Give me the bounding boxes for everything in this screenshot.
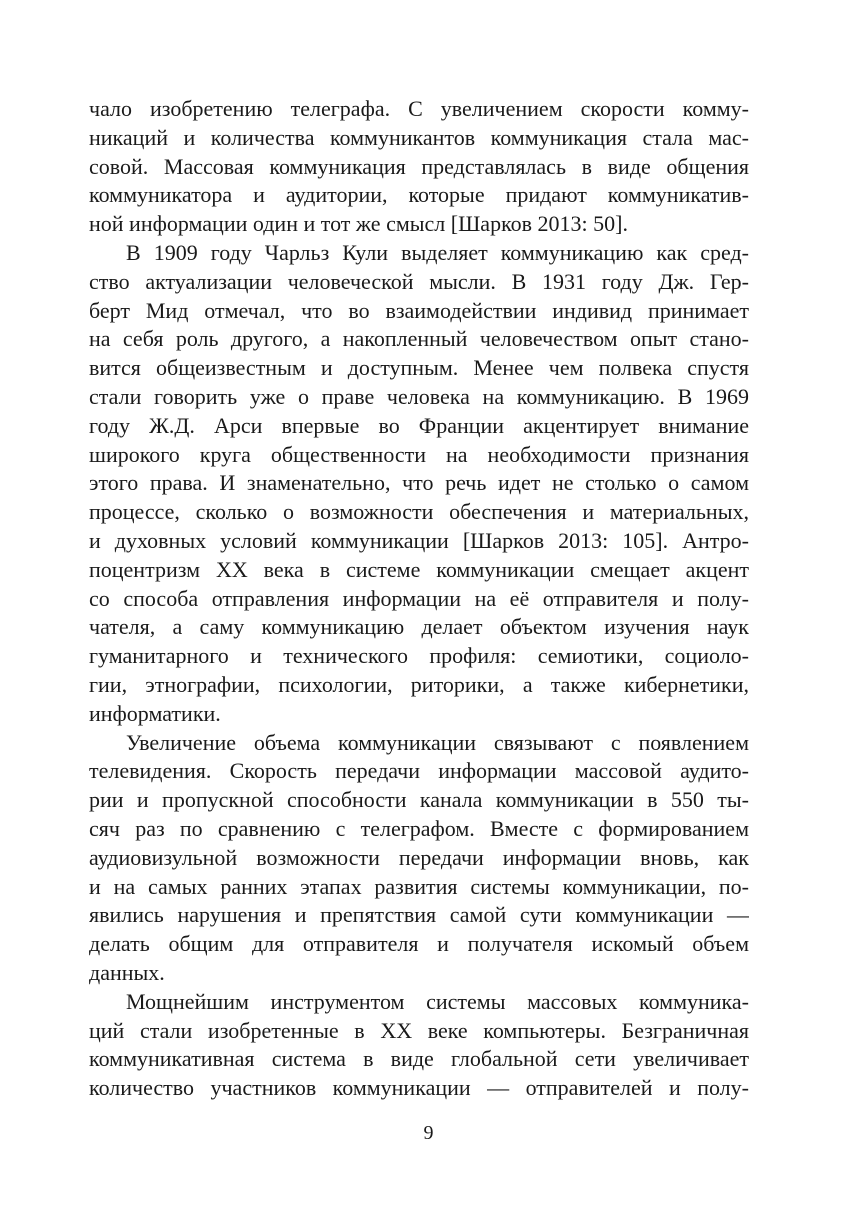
text-line: и духовных условий коммуникации [Шарков 2013: 105]. Антро- bbox=[89, 527, 749, 553]
paragraph bbox=[89, 988, 749, 1103]
text-line: широкого круга общественности на необходимости признания bbox=[89, 441, 749, 467]
page-body bbox=[89, 95, 749, 1103]
page-number: 9 bbox=[423, 1122, 434, 1144]
paragraph bbox=[89, 95, 749, 239]
text-line: совой. Массовая коммуникация представлялась в виде общения bbox=[89, 153, 749, 179]
text-line: чателя, а саму коммуникацию делает объектом изучения наук bbox=[89, 614, 749, 640]
text-line: явились нарушения и препятствия самой сути коммуникации — bbox=[89, 902, 749, 928]
text-line: на себя роль другого, а накопленный человечеством опыт стано- bbox=[89, 326, 749, 352]
text-line: году Ж.Д. Арси впервые во Франции акцентирует внимание bbox=[89, 412, 749, 438]
paragraph bbox=[89, 239, 749, 729]
text-line: вится общеизвестным и доступным. Менее чем полвека спустя bbox=[89, 355, 749, 381]
text-line: Мощнейшим инструментом системы массовых коммуника- bbox=[126, 988, 749, 1014]
text-line: ство актуализации человеческой мысли. В 1931 году Дж. Гер- bbox=[89, 268, 749, 294]
text-line: поцентризм XX века в системе коммуникации смещает акцент bbox=[89, 556, 749, 582]
text-line: данных. bbox=[89, 959, 165, 985]
text-line: ций стали изобретенные в XX веке компьютеры. Безграничная bbox=[89, 1017, 749, 1043]
text-line: никаций и количества коммуникантов коммуникация стала мас- bbox=[89, 124, 749, 150]
text-line: процессе, сколько о возможности обеспечения и материальных, bbox=[89, 499, 749, 525]
text-line: берт Мид отмечал, что во взаимодействии индивид принимает bbox=[89, 297, 749, 323]
text-line: делать общим для отправителя и получателя искомый объем bbox=[89, 931, 749, 957]
text-line: В 1909 году Чарльз Кули выделяет коммуникацию как сред- bbox=[126, 239, 749, 265]
text-line: телевидения. Скорость передачи информации массовой аудито- bbox=[89, 758, 749, 784]
text-line: стали говорить уже о праве человека на коммуникацию. В 1969 bbox=[89, 383, 749, 409]
text-line: и на самых ранних этапах развития системы коммуникации, по- bbox=[89, 873, 749, 899]
text-line: Увеличение объема коммуникации связывают с появлением bbox=[126, 729, 749, 755]
text-line: сяч раз по сравнению с телеграфом. Вместе с формированием bbox=[89, 815, 749, 841]
text-line: гуманитарного и технического профиля: семиотики, социоло- bbox=[89, 643, 749, 669]
text-line: коммуникатора и аудитории, которые придают коммуникатив- bbox=[89, 182, 749, 208]
text-line: информатики. bbox=[89, 700, 221, 726]
text-line: количество участников коммуникации — отправителей и полу- bbox=[89, 1075, 749, 1101]
text-line: чало изобретению телеграфа. С увеличением скорости комму- bbox=[89, 96, 749, 121]
text-line: рии и пропускной способности канала коммуникации в 550 ты- bbox=[89, 787, 749, 813]
text-line: со способа отправления информации на её отправителя и полу- bbox=[89, 585, 749, 611]
text-line: гии, этнографии, психологии, риторики, а также кибернетики, bbox=[89, 671, 749, 697]
paragraph bbox=[89, 729, 749, 988]
text-line: ной информации один и тот же смысл [Шарков 2013: 50]. bbox=[89, 211, 628, 237]
text-line: коммуникативная система в виде глобальной сети увеличивает bbox=[89, 1046, 749, 1072]
text-line: аудиовизульной возможности передачи информации вновь, как bbox=[89, 844, 749, 870]
text-line: этого права. И знаменательно, что речь идет не столько о самом bbox=[89, 470, 749, 496]
